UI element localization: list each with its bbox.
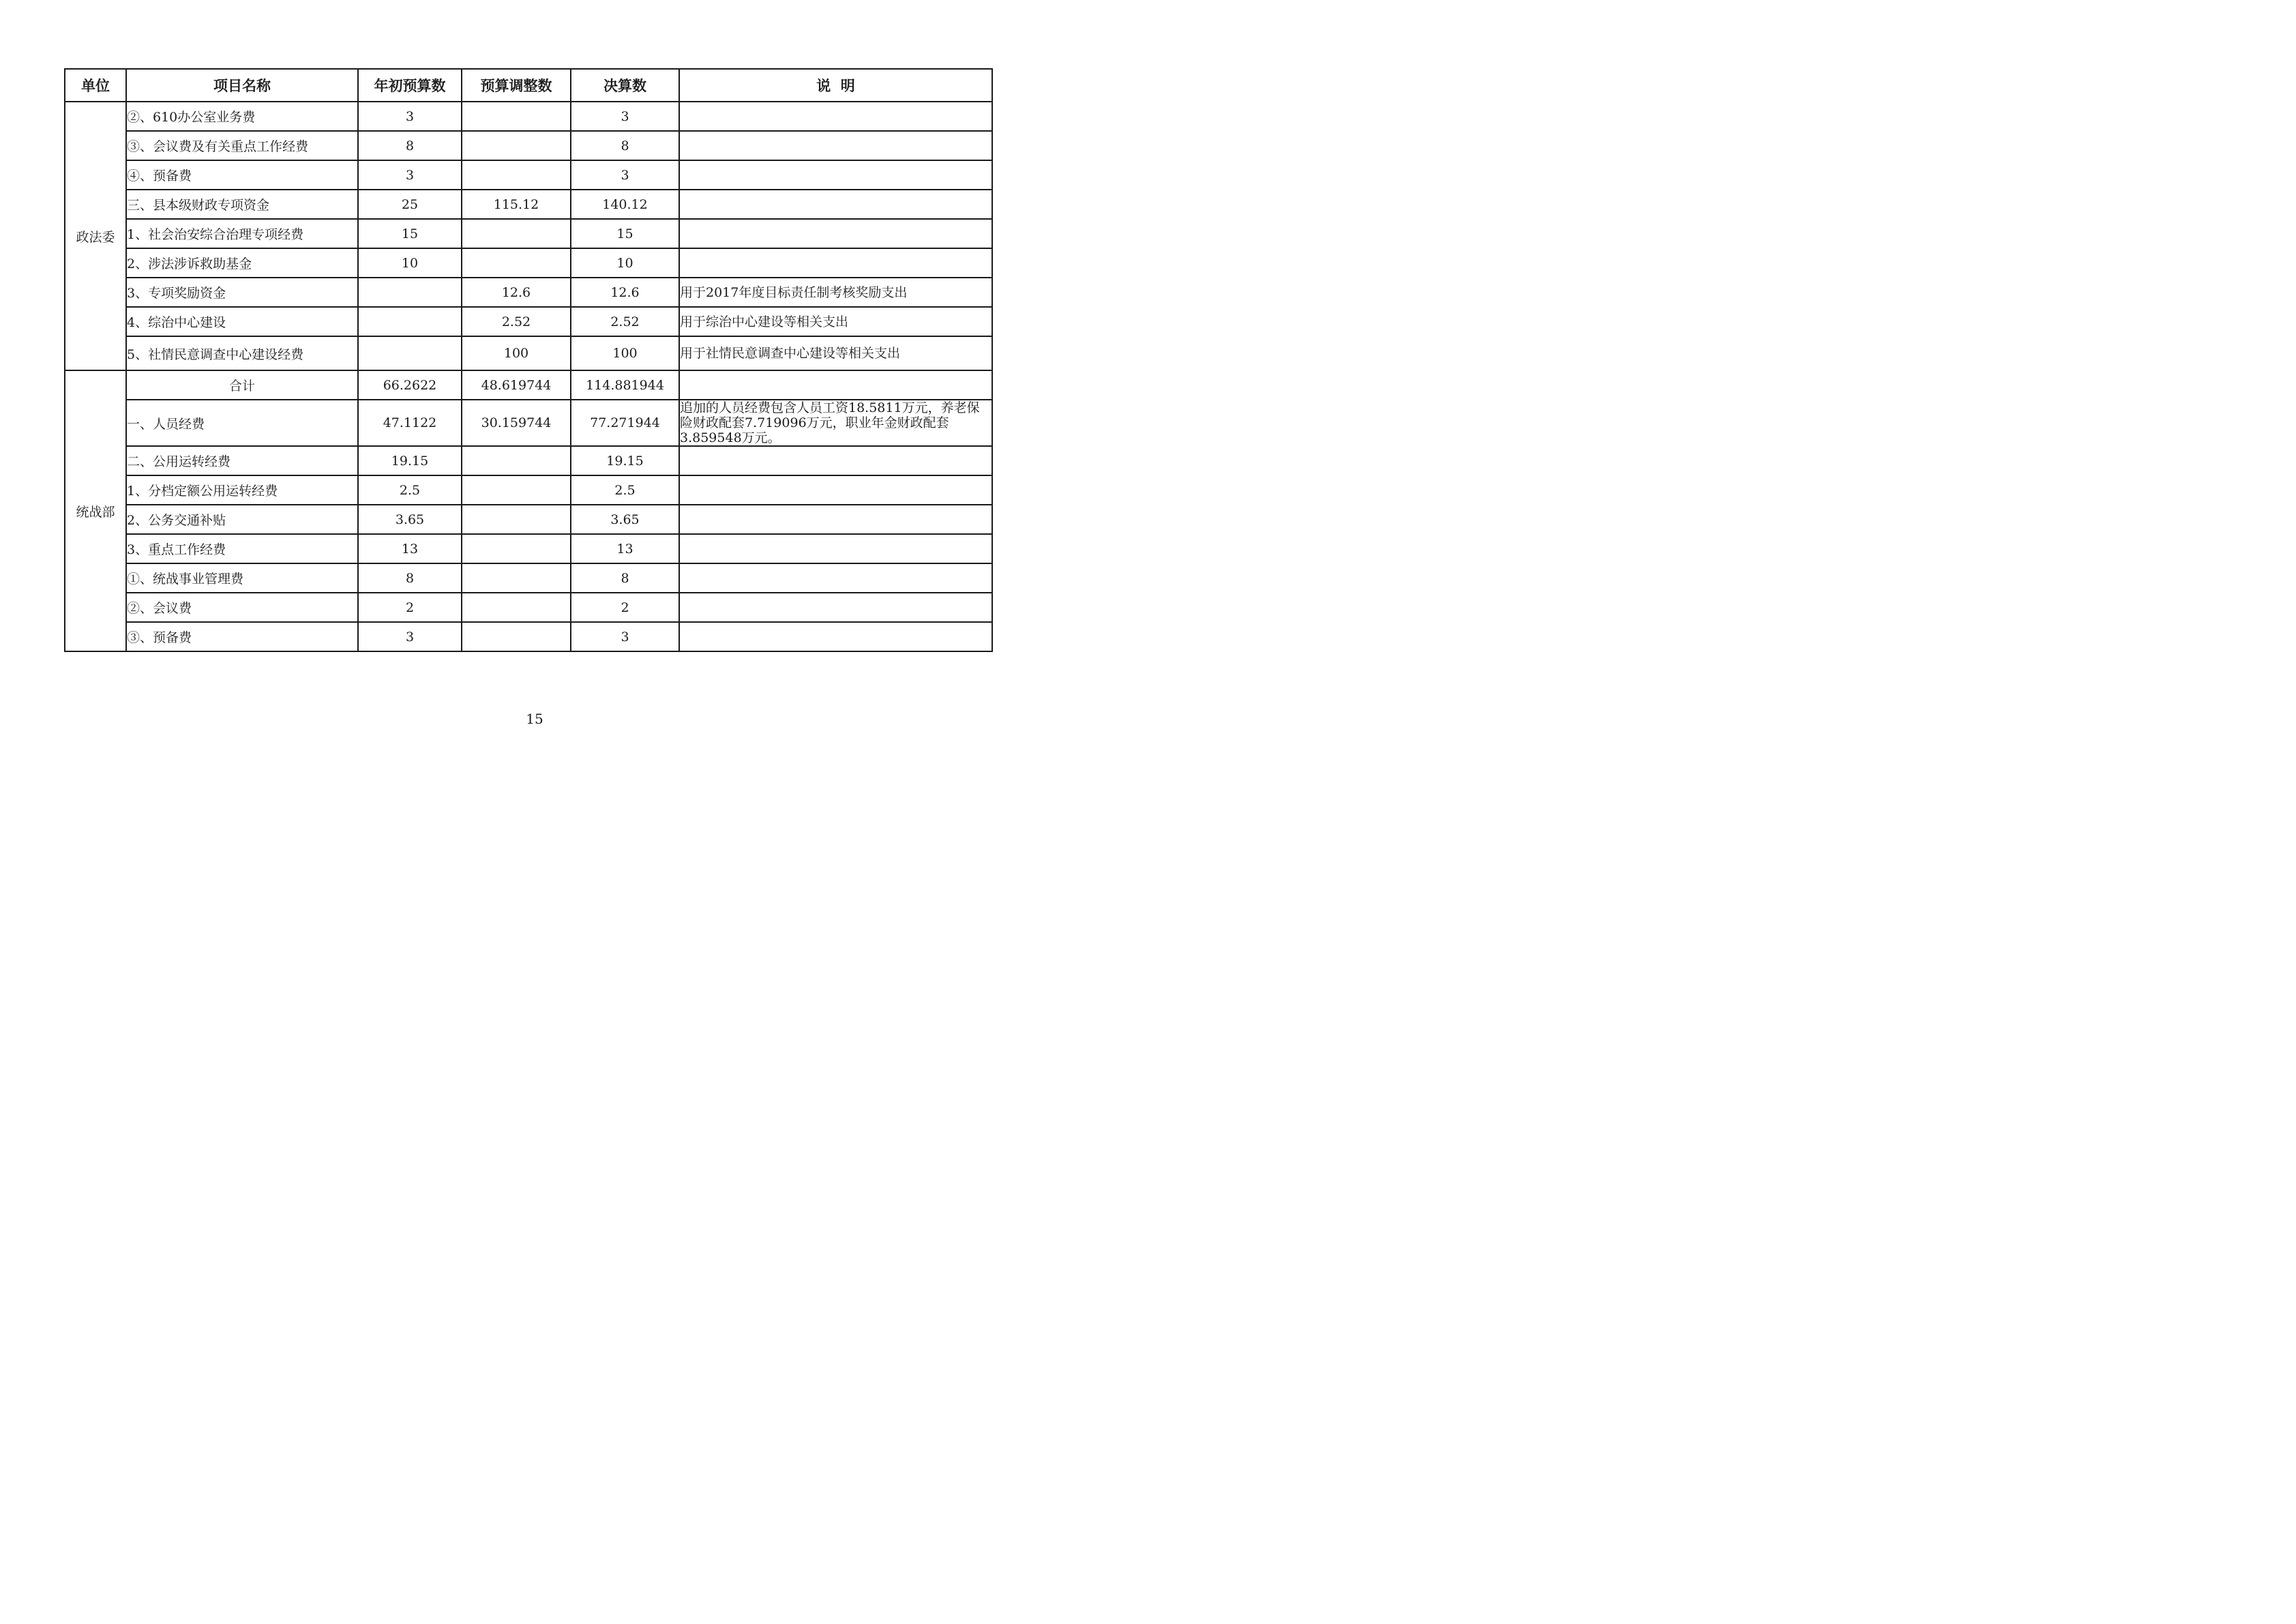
final-cell: 114.881944 xyxy=(571,370,679,400)
final-cell: 3.65 xyxy=(571,505,679,534)
final-cell: 10 xyxy=(571,248,679,278)
adjustment-cell: 30.159744 xyxy=(462,400,571,446)
initial-budget-cell: 66.2622 xyxy=(358,370,462,400)
project-name-cell: 3、专项奖励资金 xyxy=(126,278,358,307)
note-cell xyxy=(679,102,992,131)
final-cell: 2 xyxy=(571,593,679,622)
final-cell: 19.15 xyxy=(571,446,679,475)
note-cell xyxy=(679,563,992,593)
initial-budget-cell: 47.1122 xyxy=(358,400,462,446)
initial-budget-cell xyxy=(358,278,462,307)
note-cell xyxy=(679,248,992,278)
initial-budget-cell: 19.15 xyxy=(358,446,462,475)
note-cell xyxy=(679,446,992,475)
final-cell: 3 xyxy=(571,102,679,131)
final-cell: 3 xyxy=(571,160,679,190)
project-name-cell: 三、县本级财政专项资金 xyxy=(126,190,358,219)
header-row xyxy=(65,69,992,102)
final-cell: 3 xyxy=(571,622,679,651)
adjustment-cell: 100 xyxy=(462,336,571,370)
table-row xyxy=(65,248,992,278)
project-name-cell: 1、分档定额公用运转经费 xyxy=(126,475,358,505)
final-cell: 8 xyxy=(571,563,679,593)
note-cell xyxy=(679,475,992,505)
final-cell: 77.271944 xyxy=(571,400,679,446)
table-row xyxy=(65,131,992,160)
adjustment-cell xyxy=(462,593,571,622)
initial-budget-cell xyxy=(358,307,462,336)
table-row xyxy=(65,102,992,131)
adjustment-cell xyxy=(462,534,571,563)
note-cell: 用于社情民意调查中心建设等相关支出 xyxy=(679,336,992,370)
adjustment-cell xyxy=(462,622,571,651)
adjustment-cell: 48.619744 xyxy=(462,370,571,400)
note-cell xyxy=(679,131,992,160)
table-row xyxy=(65,190,992,219)
adjustment-cell: 115.12 xyxy=(462,190,571,219)
table-row xyxy=(65,534,992,563)
project-name-cell: 二、公用运转经费 xyxy=(126,446,358,475)
adjustment-cell xyxy=(462,131,571,160)
header-unit: 单位 xyxy=(65,69,126,102)
note-cell xyxy=(679,370,992,400)
project-name-cell: ②、会议费 xyxy=(126,593,358,622)
project-name-cell: ④、预备费 xyxy=(126,160,358,190)
project-name-cell: 2、公务交通补贴 xyxy=(126,505,358,534)
initial-budget-cell: 25 xyxy=(358,190,462,219)
table-row xyxy=(65,593,992,622)
header-budget-adjustment: 预算调整数 xyxy=(462,69,571,102)
adjustment-cell xyxy=(462,102,571,131)
table-row xyxy=(65,219,992,248)
table-row xyxy=(65,475,992,505)
project-name-cell: 4、综治中心建设 xyxy=(126,307,358,336)
project-name-cell: ③、预备费 xyxy=(126,622,358,651)
budget-table xyxy=(64,68,993,652)
final-cell: 12.6 xyxy=(571,278,679,307)
header-project-name: 项目名称 xyxy=(126,69,358,102)
table-row xyxy=(65,563,992,593)
adjustment-cell xyxy=(462,219,571,248)
final-cell: 8 xyxy=(571,131,679,160)
project-name-cell: ③、会议费及有关重点工作经费 xyxy=(126,131,358,160)
project-name-cell: 2、涉法涉诉救助基金 xyxy=(126,248,358,278)
adjustment-cell xyxy=(462,446,571,475)
table-row xyxy=(65,160,992,190)
table-row xyxy=(65,278,992,307)
initial-budget-cell: 3 xyxy=(358,160,462,190)
final-cell: 2.52 xyxy=(571,307,679,336)
header-note: 说 明 xyxy=(679,69,992,102)
initial-budget-cell: 2 xyxy=(358,593,462,622)
table-row xyxy=(65,307,992,336)
note-cell: 用于综治中心建设等相关支出 xyxy=(679,307,992,336)
table-row xyxy=(65,446,992,475)
initial-budget-cell: 13 xyxy=(358,534,462,563)
project-name-cell: 3、重点工作经费 xyxy=(126,534,358,563)
project-name-cell: ②、610办公室业务费 xyxy=(126,102,358,131)
initial-budget-cell: 15 xyxy=(358,219,462,248)
project-name-cell: 5、社情民意调查中心建设经费 xyxy=(126,336,358,370)
header-final-accounts: 决算数 xyxy=(571,69,679,102)
initial-budget-cell: 2.5 xyxy=(358,475,462,505)
adjustment-cell xyxy=(462,505,571,534)
initial-budget-cell: 10 xyxy=(358,248,462,278)
adjustment-cell: 2.52 xyxy=(462,307,571,336)
project-name-cell: ①、统战事业管理费 xyxy=(126,563,358,593)
page-number: 15 xyxy=(526,711,543,727)
initial-budget-cell: 8 xyxy=(358,563,462,593)
note-cell: 追加的人员经费包含人员工资18.5811万元，养老保险财政配套7.719096万元，职业年金财政配套3.859548万元。 xyxy=(679,400,992,446)
initial-budget-cell: 3.65 xyxy=(358,505,462,534)
initial-budget-cell xyxy=(358,336,462,370)
note-cell xyxy=(679,622,992,651)
note-cell xyxy=(679,505,992,534)
final-cell: 15 xyxy=(571,219,679,248)
table-row xyxy=(65,336,992,370)
note-cell xyxy=(679,190,992,219)
note-cell xyxy=(679,219,992,248)
initial-budget-cell: 3 xyxy=(358,102,462,131)
note-cell: 用于2017年度目标责任制考核奖励支出 xyxy=(679,278,992,307)
note-cell xyxy=(679,593,992,622)
table-row xyxy=(65,370,992,400)
note-cell xyxy=(679,534,992,563)
initial-budget-cell: 8 xyxy=(358,131,462,160)
final-cell: 13 xyxy=(571,534,679,563)
adjustment-cell xyxy=(462,475,571,505)
table-row xyxy=(65,400,992,446)
final-cell: 140.12 xyxy=(571,190,679,219)
final-cell: 2.5 xyxy=(571,475,679,505)
table-row xyxy=(65,505,992,534)
final-cell: 100 xyxy=(571,336,679,370)
project-name-cell: 1、社会治安综合治理专项经费 xyxy=(126,219,358,248)
unit-cell: 统战部 xyxy=(65,370,126,651)
project-name-cell: 一、人员经费 xyxy=(126,400,358,446)
note-cell xyxy=(679,160,992,190)
header-initial-budget: 年初预算数 xyxy=(358,69,462,102)
table-row xyxy=(65,622,992,651)
adjustment-cell xyxy=(462,248,571,278)
adjustment-cell xyxy=(462,160,571,190)
unit-cell: 政法委 xyxy=(65,102,126,370)
adjustment-cell xyxy=(462,563,571,593)
adjustment-cell: 12.6 xyxy=(462,278,571,307)
initial-budget-cell: 3 xyxy=(358,622,462,651)
project-name-cell: 合计 xyxy=(126,370,358,400)
